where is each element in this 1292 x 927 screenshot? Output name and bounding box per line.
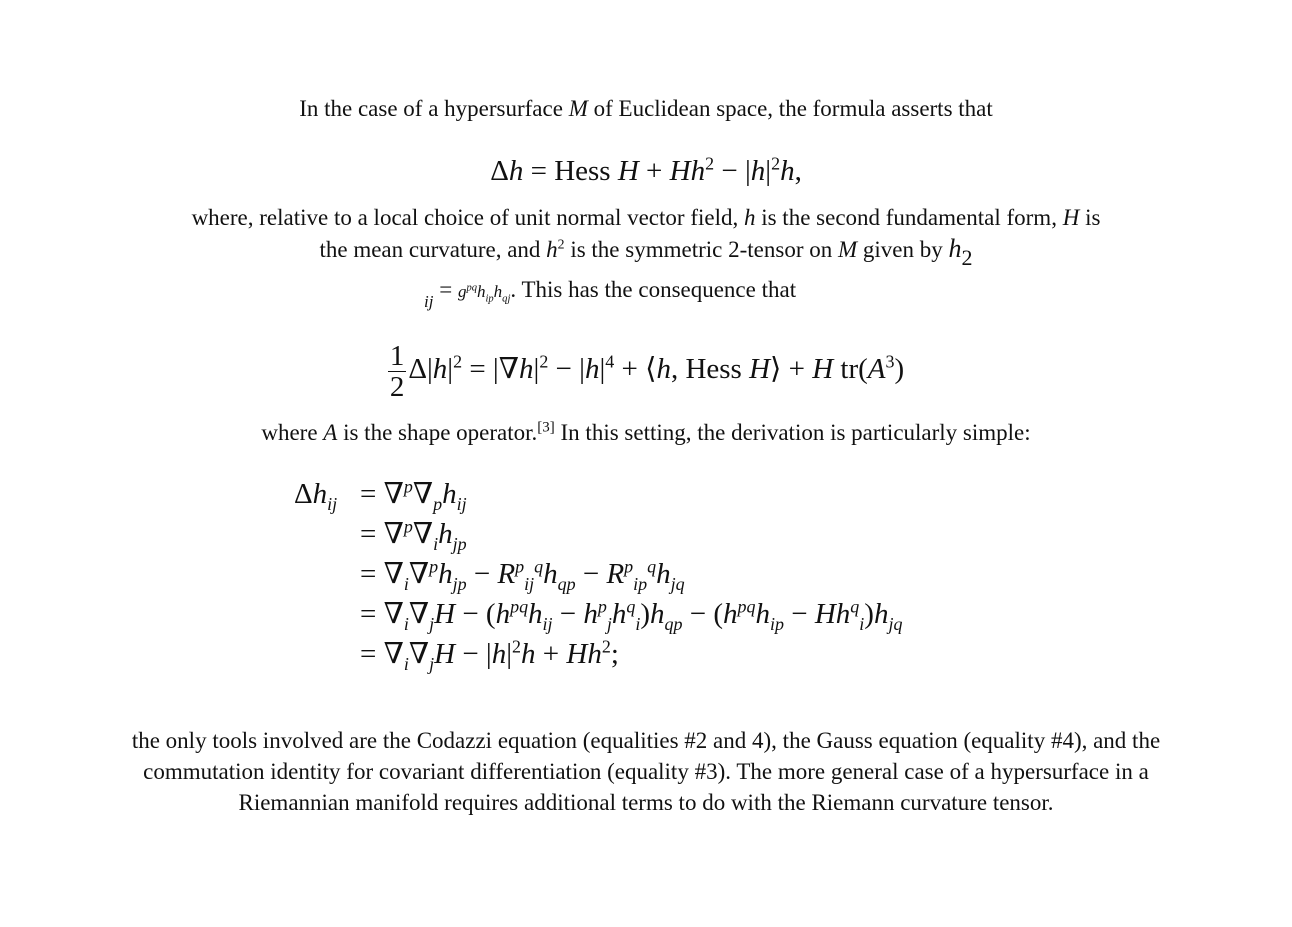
intro-text-a: In the case of a hypersurface (299, 96, 569, 121)
where1-text-f: given by (857, 237, 949, 262)
var-h: h (743, 205, 756, 230)
var-h2: $h^2$ (546, 236, 565, 262)
index-ij: ij (424, 292, 434, 311)
where-paragraph-2 (100, 417, 1192, 448)
where1-text-b: is the second fundamental form, (755, 205, 1063, 230)
equation-2: $\frac{1}{2}$ $\Delta|h|^2 = |\nabla h|^2 - |h|^4$ + ⟨h, Hess H⟩ + H $tr(A^3)$ (389, 340, 905, 403)
var-A: A (323, 420, 338, 445)
where2-text-a: where (261, 420, 324, 445)
where2-text-c: In this setting, the derivation is particularly simple: (554, 420, 1031, 445)
fraction-one-half: $\frac{1}{2}$ (389, 340, 405, 403)
var-h-sub2: $h_2$ (948, 234, 973, 270)
closing-paragraph: the only tools involved are the Codazzi equation (equalities #2 and 4), the Gauss equation (equality #4), and the commutation identity for covariant differentiation (equality #3). The more general case of a hypersurface in a Riemannian manifold requires additional terms to do with the Riemann curvature tensor. (131, 728, 1161, 815)
where2-text-b: is the shape operator. (337, 420, 538, 445)
where1-text-g: . This has the consequence that (510, 277, 797, 302)
citation-link[interactable]: [3] (537, 419, 555, 436)
g-pq-expression: $g^{pq}h_{ip}h_{qj}$ (457, 282, 511, 305)
where1-text-d: the mean curvature, and (319, 237, 547, 262)
where1-text-a: where, relative to a local choice of unit normal vector field, (191, 205, 744, 230)
where1-line-3: $_{ij} = g^{pq}h_{ip}h_{qj}$. This has the consequence that (424, 277, 797, 311)
intro-paragraph (100, 93, 1192, 124)
var-H: H (1062, 205, 1080, 230)
intro-text-b: of Euclidean space, the formula asserts that (587, 96, 993, 121)
where1-text-c: is (1079, 205, 1101, 230)
var-M-2: M (837, 237, 858, 262)
where1-text-e: is the symmetric 2-tensor on (564, 237, 838, 262)
where-paragraph-1 (100, 202, 1192, 270)
var-M: M (568, 96, 588, 121)
equation-1: Δh = Hess $H + Hh^2 - |h|^2h$, (490, 153, 802, 187)
